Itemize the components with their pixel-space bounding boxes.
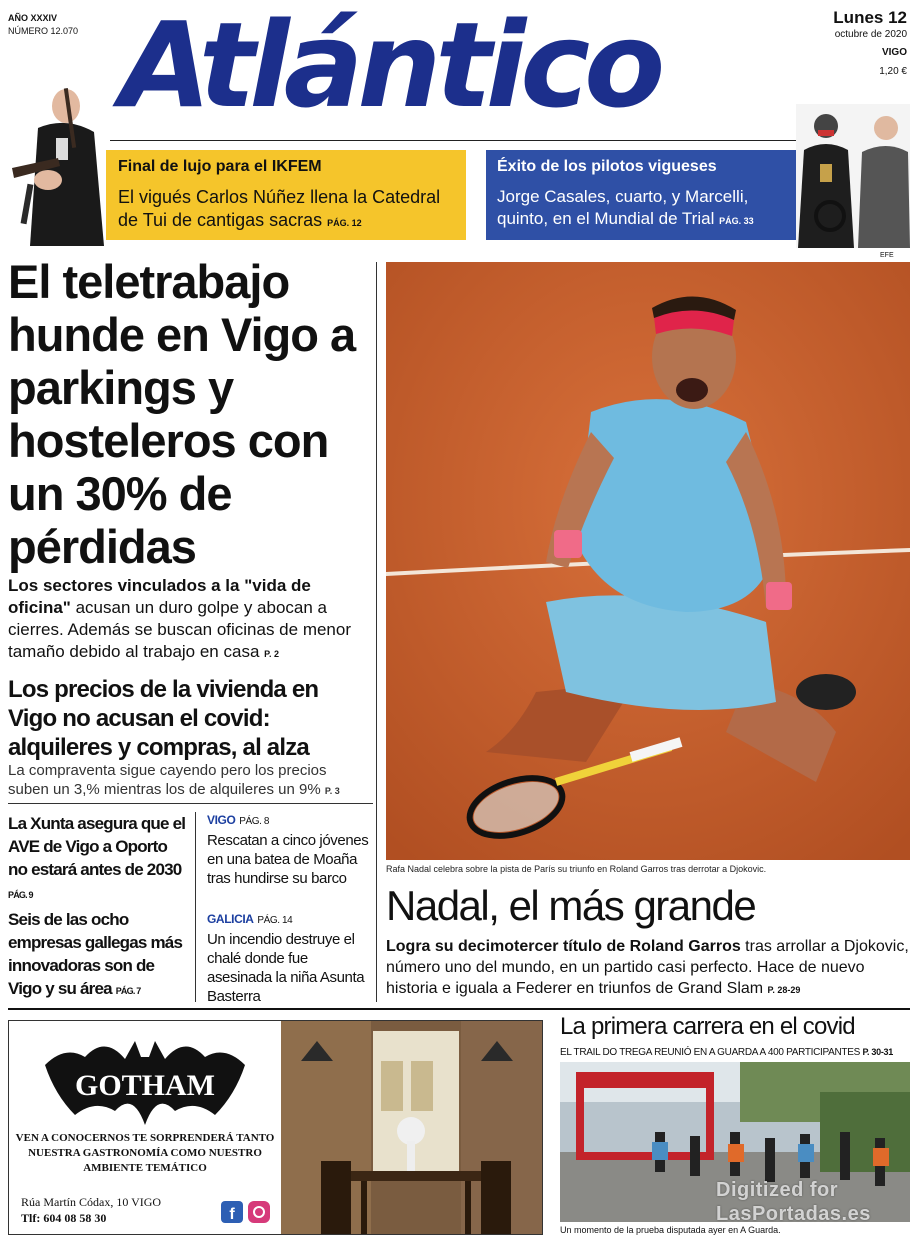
promo-trial-text: Jorge Casales, cuarto, y Marcelli, quinto, en el Mundial de Trial PÁG. 33 bbox=[497, 187, 754, 228]
shorts-divider bbox=[195, 812, 196, 1002]
race-summary: EL TRAIL DO TREGA REUNIÓ EN A GUARDA A 400 PARTICIPANTES P. 30-31 bbox=[560, 1047, 893, 1058]
digitized-watermark bbox=[716, 1178, 871, 1226]
edition-day: Lunes 12 bbox=[833, 8, 907, 27]
promo-ikfem-page: PÁG. 12 bbox=[327, 218, 362, 228]
instagram-icon bbox=[248, 1201, 270, 1223]
brief-vigo-page: PÁG. 8 bbox=[239, 816, 270, 827]
nadal-photo[interactable] bbox=[386, 262, 910, 860]
lead-headline[interactable]: El teletrabajo hunde en Vigo a parkings y hosteleros con un 30% de pérdidas bbox=[8, 255, 356, 573]
newspaper-logo: Atlántico bbox=[120, 0, 660, 134]
race-page: P. 30-31 bbox=[862, 1047, 893, 1057]
ad-divider bbox=[8, 1008, 910, 1010]
companies-page: PÁG. 7 bbox=[115, 986, 141, 996]
column-divider bbox=[376, 262, 377, 1002]
nadal-summary-text: tras arrollar a Djokovic, número uno del mundo, en un partido casi perfecto. Hace de nuevo historia e iguala a Federer en triunfos de Grand Slam bbox=[386, 938, 909, 997]
brief-galicia-tag: GALICIA bbox=[207, 912, 254, 926]
ad-text: VEN A CONOCERNOS TE SORPRENDERÁ TANTO NUESTRA GASTRONOMÍA COMO NUESTRO AMBIENTE TEMÁTICO bbox=[15, 1132, 275, 1174]
ad-phone[interactable]: Tlf: 604 08 58 30 bbox=[21, 1211, 107, 1225]
housing-page: P. 3 bbox=[324, 786, 340, 796]
nadal-page: P. 28-29 bbox=[767, 985, 801, 995]
edition-info bbox=[8, 12, 78, 38]
nadal-summary bbox=[386, 936, 910, 1001]
brief-vigo-tag: VIGO bbox=[207, 813, 236, 827]
promo-ikfem-title: Final de lujo para el IKFEM bbox=[118, 158, 322, 175]
brief-vigo[interactable] bbox=[207, 810, 372, 888]
gotham-logo bbox=[45, 1035, 245, 1125]
section-divider bbox=[8, 803, 373, 804]
riders-photo bbox=[796, 104, 910, 248]
edition-number: NÚMERO 12.070 bbox=[8, 26, 79, 36]
edition-date: octubre de 2020 bbox=[834, 29, 907, 40]
nadal-headline[interactable]: Nadal, el más grande bbox=[386, 882, 756, 929]
brief-vigo-text: Rescatan a cinco jóvenes en una batea de Moaña tras hundirse su barco bbox=[207, 832, 369, 887]
gotham-ad[interactable] bbox=[8, 1020, 543, 1235]
companies-headline[interactable]: Seis de las ocho empresas gallegas más innovadoras son de Vigo y su área PÁG. 7 bbox=[8, 910, 183, 998]
promo-ikfem-text: El vigués Carlos Núñez llena la Catedral de Tui de cantigas sacras PÁG. 12 bbox=[118, 187, 441, 230]
edition-date-block bbox=[787, 8, 907, 80]
watermark-line-2: LasPortadas.es bbox=[716, 1203, 871, 1225]
lead-page: P. 2 bbox=[264, 649, 279, 659]
restaurant-photo bbox=[281, 1021, 543, 1235]
race-headline[interactable]: La primera carrera en el covid bbox=[560, 1013, 855, 1040]
nadal-summary-bold: Logra su decimotercer título de Roland Garros bbox=[386, 938, 741, 955]
edition-city: VIGO bbox=[881, 47, 907, 58]
brief-galicia-page: PÁG. 14 bbox=[257, 915, 293, 926]
ad-address: Rúa Martín Códax, 10 VIGO bbox=[21, 1195, 162, 1209]
housing-headline[interactable]: Los precios de la vivienda en Vigo no acusan el covid: alquileres y compras, al alza bbox=[8, 676, 319, 761]
brief-galicia-text: Un incendio destruye el chalé donde fue asesinada la niña Asunta Basterra bbox=[207, 931, 365, 1005]
edition-price: 1,20 € bbox=[879, 66, 907, 77]
promo-trial-page: PÁG. 33 bbox=[719, 216, 754, 226]
ave-page: PÁG. 9 bbox=[8, 890, 33, 900]
housing-summary: La compraventa sigue cayendo pero los precios suben un 3,% mientras los de alquileres un 9% P. 3 bbox=[8, 762, 340, 798]
gotham-brand: GOTHAM bbox=[75, 1069, 215, 1102]
brief-galicia[interactable] bbox=[207, 909, 372, 1006]
lead-summary-text: acusan un duro golpe y abocan a cierres. Además se buscan oficinas de menor tamaño debido al trabajo en casa bbox=[8, 598, 352, 661]
ave-headline[interactable]: La Xunta asegura que el AVE de Vigo a Oporto no estará antes de 2030 PÁG. 9 bbox=[8, 814, 186, 900]
lead-summary bbox=[8, 575, 370, 665]
lead-summary-bold: Los sectores vinculados a la "vida de oficina" bbox=[8, 576, 311, 617]
photo-credit: EFE bbox=[880, 252, 894, 259]
masthead-divider bbox=[110, 140, 907, 141]
promo-trial-title: Éxito de los pilotos vigueses bbox=[497, 158, 717, 175]
social-icons[interactable] bbox=[221, 1201, 271, 1225]
edition-year: AÑO XXXIV bbox=[8, 13, 58, 23]
nadal-caption: Rafa Nadal celebra sobre la pista de París su triunfo en Roland Garros tras derrotar a Djokovic. bbox=[386, 864, 767, 874]
race-caption: Un momento de la prueba disputada ayer en A Guarda. bbox=[560, 1225, 781, 1235]
bagpiper-photo bbox=[8, 88, 106, 246]
watermark-line-1: Digitized for bbox=[716, 1179, 839, 1201]
svg-text:f: f bbox=[229, 1206, 235, 1223]
